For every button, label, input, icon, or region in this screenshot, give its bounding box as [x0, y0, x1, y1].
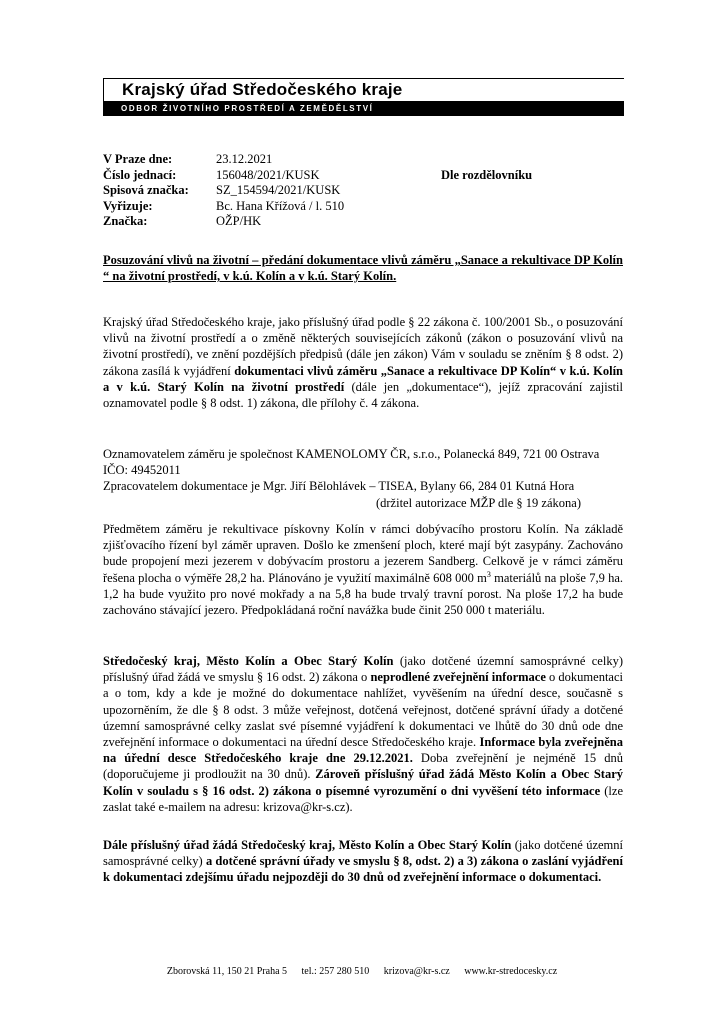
- paragraph-intro: Krajský úřad Středočeského kraje, jako příslušný úřad podle § 22 zákona č. 100/2001 Sb., o posuzování vlivů na životní prostředí a o změně některých souvisejících zákonů (zákon o posuzování vlivů na životní prostředí), ve znění pozdějších předpisů (dále jen zákon) Vám v souladu se zněním § 8 odst. 2) zákona zasílá k vyjádření dokumentaci vlivů záměru „Sanace a rekultivace DP Kolín“ v k.ú. Kolín a v k.ú. Starý Kolín na životní prostředí (dále jen „dokumentace“), jejíž zpracování zajistil oznamovatel podle § 8 odst. 1) zákona, dle přílohy č. 4 zákona.: [103, 315, 623, 411]
- meta-value: 156048/2021/KUSK: [216, 167, 320, 182]
- meta-value: SZ_154594/2021/KUSK: [216, 183, 341, 197]
- meta-label: V Praze dne:: [103, 152, 173, 166]
- paragraph-parties: [103, 446, 623, 511]
- meta-value: Bc. Hana Křížová / l. 510: [216, 198, 345, 213]
- meta-row-handler: [103, 199, 441, 215]
- company-id: IČO: 49452011: [103, 463, 181, 478]
- office-name: Krajský úřad Středočeského kraje: [122, 80, 403, 99]
- footer-email[interactable]: krizova@kr-s.cz: [383, 966, 450, 977]
- meta-label: Značka:: [103, 214, 148, 228]
- notifier-line: Oznamovatelem záměru je společnost KAMENOLOMY ČR, s.r.o., Polanecká 849, 721 00 Ostrava: [103, 447, 600, 461]
- subject-line: Posuzování vlivů na životní – předání dokumentace vlivů záměru „Sanace a rekultivace DP Kolín “ na životní prostředí, v k.ú. Kolín a v k.ú. Starý Kolín.: [103, 253, 623, 283]
- meta-row-mark: [103, 214, 441, 230]
- meta-label: Číslo jednací:: [103, 167, 177, 182]
- footer-phone: tel.: 257 280 510: [301, 966, 370, 977]
- meta-label: Vyřizuje:: [103, 198, 153, 213]
- page-footer: [0, 966, 724, 977]
- authorization-note: (držitel autorizace MŽP dle § 19 zákona): [375, 495, 581, 510]
- paragraph-publication-request: Středočeský kraj, Město Kolín a Obec Starý Kolín (jako dotčené územní samosprávné celky) příslušný úřad žádá ve smyslu § 16 odst. 2) zákona o neprodlené zveřejnění informace o dokumentaci a o tom, kdy a kde je možné do dokumentace nahlížet, vyvěšením na úřední desce, současně s upozorněním, že dle § 8 odst. 3 může veřejnost, dotčená veřejnost, dotčené správní úřady a dotčené územní samosprávné celky zaslat své písemné vyjádření k dokumentaci ve lhůtě do 30 dnů ode dne zveřejnění informace o dokumentaci na úřední desce Středočeského kraje. Informace byla zveřejněna na úřední desce Středočeského kraje dne 29.12.2021. Doba zveřejnění je nejméně 15 dnů (doporučujeme ji prodloužit na 30 dnů). Zároveň příslušný úřad žádá Město Kolín a Obec Starý Kolín v souladu s § 16 odst. 2) zákona o písemné vyrozumění o dni vyvěšení této informace (lze zaslat také e-mailem na adresu: krizova@kr-s.cz).: [103, 654, 624, 814]
- reference-block: [103, 152, 441, 230]
- recipient: Dle rozdělovníku: [441, 168, 533, 182]
- meta-row-date: [103, 152, 441, 168]
- department-name: ODBOR ŽIVOTNÍHO PROSTŘEDÍ A ZEMĚDĚLSTVÍ: [103, 101, 624, 116]
- processor-line: Zpracovatelem dokumentace je Mgr. Jiří Bělohlávek – TISEA, Bylany 66, 284 01 Kutná Hora: [103, 479, 575, 494]
- paragraph-opinion-request: Dále příslušný úřad žádá Středočeský kraj, Město Kolín a Obec Starý Kolín (jako dotčené územní samosprávné celky) a dotčené správní úřady ve smyslu § 8, odst. 2) a 3) zákona o zaslání vyjádření k dokumentaci zdejšímu úřadu nejpozději do 30 dnů od zveřejnění informace o dokumentaci.: [103, 838, 623, 885]
- office-logo: [103, 78, 624, 116]
- meta-value: 23.12.2021: [216, 152, 273, 166]
- meta-row-file-mark: [103, 183, 441, 199]
- paragraph-project-subject: Předmětem záměru je rekultivace pískovny Kolín v rámci dobývacího prostoru Kolín. Na základě zjišťovacího řízení byl záměr upraven. Došlo ke zmenšení ploch, které mají být zasypány. Zachováno bude propojení mezi jezerem v dobývacím prostoru a jezerem Sandberg. Celkově je v rámci záměru řešena plocha o výměře 28,2 ha. Plánováno je využití maximálně 608 000 $m^3$ materiálů na ploše 7,9 ha. 1,2 ha bude využito pro nové mokřady a na 5,8 ha bude trvalý travní porost. Na ploše 17,2 ha bude zachováno stávající jezero. Předpokládaná roční navážka bude činit 250 000 t materiálu.: [103, 522, 623, 618]
- meta-row-ref-number: [103, 168, 441, 184]
- footer-address: Zborovská 11, 150 21 Praha 5: [166, 966, 288, 977]
- meta-label: Spisová značka:: [103, 183, 189, 197]
- footer-web[interactable]: www.kr-stredocesky.cz: [464, 966, 558, 977]
- meta-value: OŽP/HK: [216, 214, 262, 228]
